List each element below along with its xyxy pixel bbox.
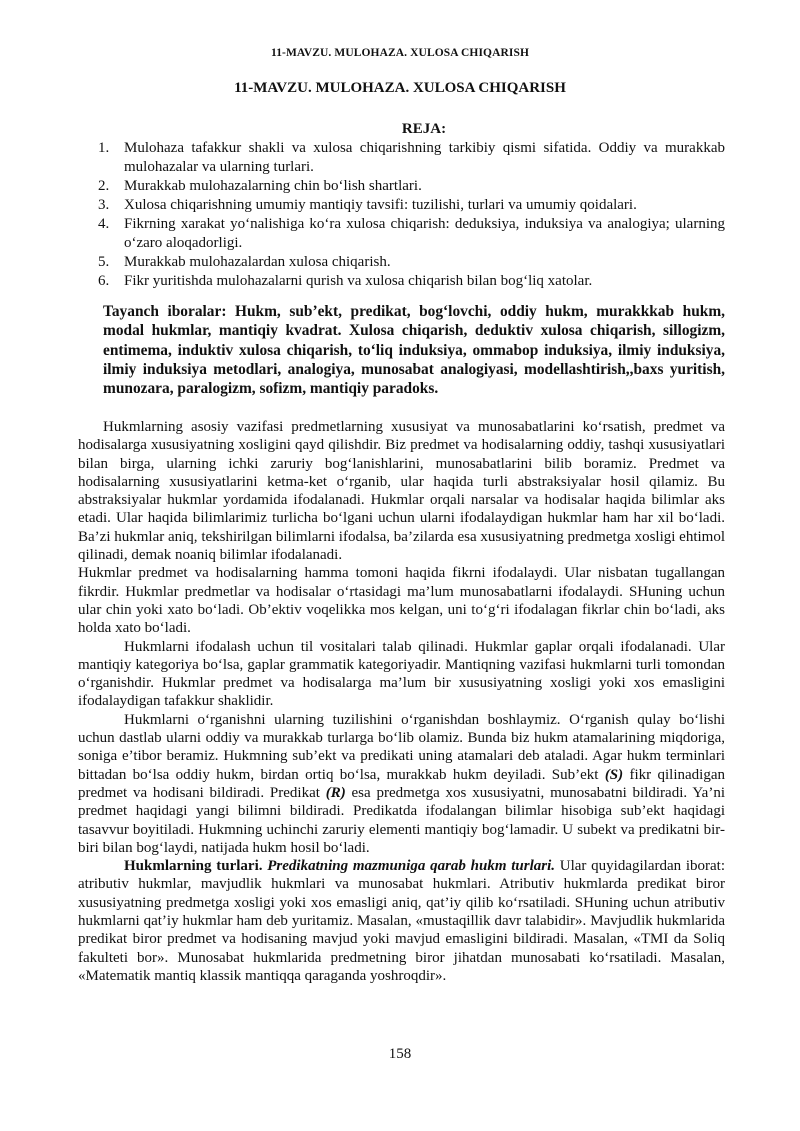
body-text [78,418,725,985]
paragraph: Hukmlar predmet va hodisalarning hamma tomoni haqida fikrni ifodalaydi. Ular nisbatan tugallangan fikrdir. Hukmlar predmetlar va hodisalar o‘rtasidagi ma’lum munosabatlarni ifodalaydi. SHuning uchun ular chin yoki xato bo‘ladi. Ob’ektiv voqelikka mos kelgan, uni to‘g‘ri ifodalagan fikrlar chin bo‘ladi, aks holda xato bo‘ladi. [78,565,725,637]
plan-item [98,177,725,196]
section-heading: Hukmlarning turlari. [124,858,263,875]
plan-item [98,215,725,253]
paragraph-text: Ular quyidagilardan iborat: atributiv hukmlar, mavjudlik hukmlari va munosabat hukmlari. Atributiv hukmlarda predikat biror xususiyatning predmetga xosligi yoki xos emasligi aniq, qat’iy qilib ko‘rsatiladi. SHuning uchun atributiv hukmlarni qat’iy hukmlar ham deb yuritamiz. Masalan, «mustaqillik davr talabidir». Mavjudlik hukmlarida predikat biror predmet va hodisaning mavjud yoki mavjud emasligini bildiradi. Masalan, «TMI da Soliq fakulteti bor». Munosabat hukmlarida predmetning biror jihatdan munosabati ko‘rsatiladi. Masalan, «Matematik mantiq klassik mantiqqa qaraganda yoshroqdir». [78,858,726,984]
page-number: 158 [388,1046,412,1062]
plan-item-text: Murakkab mulohazalarning chin bo‘lish shartlari. [124,178,422,194]
plan-heading: REJA: [401,121,447,137]
subsection-heading: Predikatning mazmuniga qarab hukm turlari. [267,858,556,875]
paragraph-text: Hukmlarni o‘rganishni ularning tuzilishini o‘rganishdan boshlaymiz. O‘rganish qulay bo‘lishi uchun dastlab ularni oddiy va murakkab turlarga bo‘lib olamiz. Bunda biz hukm atamalarining miqdoriga, soniga e’tibor beramiz. Hukmning sub’ekt va predikati uning atamalari deb ataladi. Agar hukm terminlari bittadan bo‘lsa oddiy hukm, birdan ortiq bo‘lsa, murakkab hukm deyiladi. Sub’ekt [78,711,725,783]
plan-item [98,196,725,215]
paragraph [78,711,725,857]
plan-item-number: 2. [98,178,110,194]
plan-item-text: Mulohaza tafakkur shakli va xulosa chiqarishning tarkibiy qismi sifatida. Oddiy va murakkab mulohazalar va ularning turlari. [124,140,725,175]
plan-item-number: 5. [98,254,110,270]
plan-item-number: 3. [98,197,110,213]
plan-item-number: 4. [98,216,110,232]
plan-item-number: 1. [98,140,110,156]
paragraph: Hukmlarning asosiy vazifasi predmetlarning xususiyat va munosabatlarini ko‘rsatish, predmet va hodisalarga xususiyatning xosligini qayd qilishdir. Biz predmet va hodisalarning oddiy, tashqi xususiyatlari bilan birga, ularning ichki zaruriy bog‘lanishlarini, munosabatlarini bilib boramiz. Predmet va hodisalarning xususiyatlarini ketma-ket o‘rganib, ular haqida turli abstraksiyalar hosil qilamiz. Bu abstraksiyalar hukmlar yordamida ifodalanadi. Hukmlar orqali narsalar va hodisalar haqida bilimlar aks etadi. Ular haqida bilimlarimiz turlicha bo‘lgani uchun ularni ifodalaydigan hukmlar ham har xil bo‘ladi. Ba’zi hukmlar aniq, tekshirilgan bilimlarni ifodalsa, ba’zilarda esa xususiyatning predmetga xosligi ehtimol qilinadi, demak noaniq bilimlar ifodalanadi. [78,419,725,564]
plan-item-text: Fikrning xarakat yo‘nalishiga ko‘ra xulosa chiqarish: deduksiya, induksiya va analogiya; ularning o‘zaro aloqadorligi. [124,216,725,251]
running-head: 11-MAVZU. MULOHAZA. XULOSA CHIQARISH [270,47,529,59]
plan-item [98,253,725,272]
predicate-symbol: (R) [325,784,346,801]
paragraph: Hukmlarni ifodalash uchun til vositalari talab qilinadi. Hukmlar gaplar orqali ifodalanadi. Ular mantiqiy kategoriya bo‘lsa, gaplar grammatik kategoriyadir. Mantiqning vazifasi hukmlarni turli tomondan o‘rganishdir. Hukmlar predmet va hodisalarga ma’lum bir xususiyatning xosligi yoki xos emasligini ifodalaydigan tafakkur shaklidir. [78,638,725,710]
page-title: 11-MAVZU. MULOHAZA. XULOSA CHIQARISH [234,80,566,96]
plan-item [98,139,725,177]
paragraph-text: fikr qilinadigan predmet va hodisani bildiradi. Predikat [78,766,725,801]
plan-item [98,272,725,291]
key-terms-paragraph: Tayanch iboralar: Hukm, sub’ekt, predikat, bog‘lovchi, oddiy hukm, murakkkab hukm, modal hukmlar, mantiqiy kvadrat. Xulosa chiqarish, deduktiv xulosa chiqarish, sillogizm, entimema, induktiv xulosa chiqarish, to‘liq induksiya, ommabop induksiya, ilmiy induksiya, ilmiy induksiya metodlari, analogiya, munosabat analogiyasi, modellashtirish,,baxs yuritish, munozara, paralogizm, sofizm, mantiqiy paradoks. [103,303,725,398]
subject-symbol: (S) [604,766,624,783]
plan-item-number: 6. [98,273,110,289]
paragraph-text: esa predmetga xos xususiyatni, munosabatni bildiradi. Ya’ni predmet haqidagi yangi bilimni bildiradi. Predikatda ifodalangan bilimlar hisobiga sub’ekt haqidagi tasavvur boyitiladi. Hukmning uchinchi zaruriy elementi mantiqiy bog‘lamadir. U subekt va predikatni bir-biri bilan bog‘laydi, natijada hukm hosil bo‘ladi. [78,784,726,856]
plan-item-text: Xulosa chiqarishning umumiy mantiqiy tavsifi: tuzilishi, turlari va umumiy qoidalari. [124,197,637,213]
plan-item-text: Fikr yuritishda mulohazalarni qurish va xulosa chiqarish bilan bog‘liq xatolar. [124,273,593,289]
plan-list [98,139,725,291]
plan-item-text: Murakkab mulohazalardan xulosa chiqarish. [124,254,391,270]
paragraph [78,857,725,985]
